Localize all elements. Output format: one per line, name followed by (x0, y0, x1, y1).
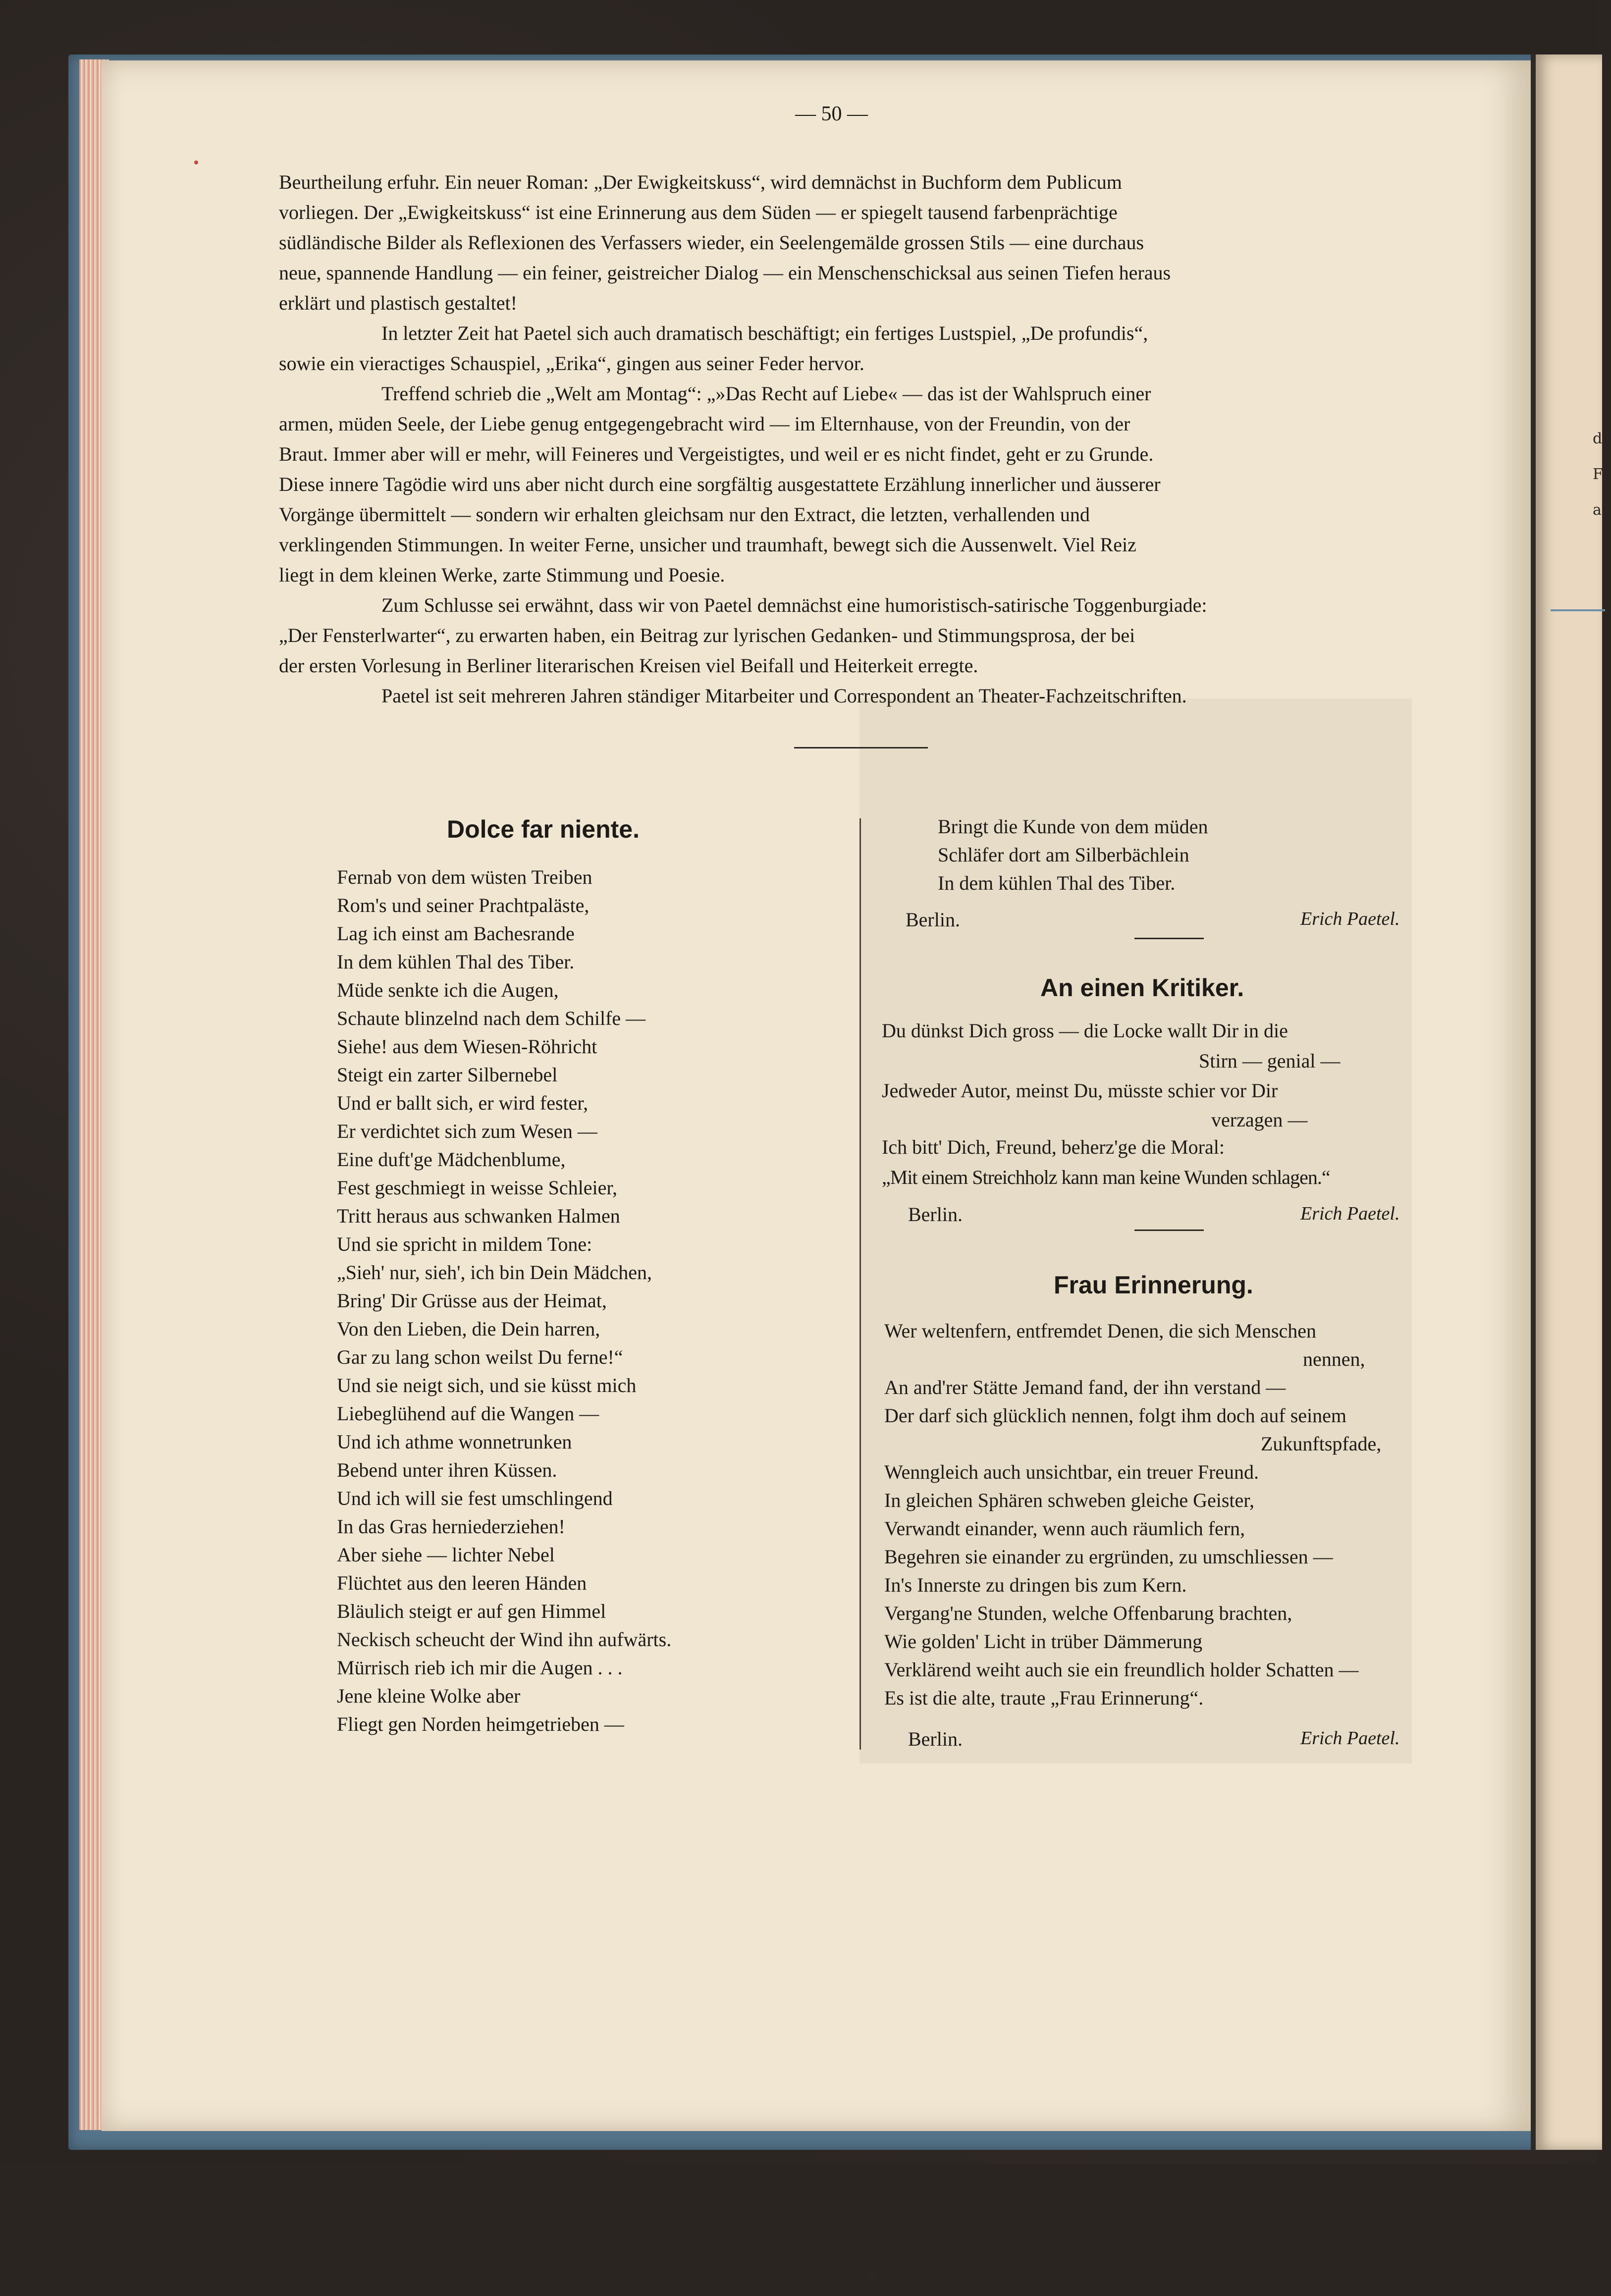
divider-rule (1134, 938, 1204, 939)
poem-line: Von den Lieben, die Dein harren, (337, 1318, 600, 1340)
prose-line: Beurtheilung erfuhr. Ein neuer Roman: „Der Ewigkeitskuss“, wird demnächst in Buchform dem Publicum (279, 171, 1122, 193)
prose-line: Paetel ist seit mehreren Jahren ständiger Mitarbeiter und Correspondent an Theater-Fachzeitschriften. (381, 685, 1187, 707)
poem-line: verzagen — (1211, 1109, 1308, 1131)
prose-line: erklärt und plastisch gestaltet! (279, 292, 517, 314)
poem-line: Und er ballt sich, er wird fester, (337, 1092, 589, 1114)
poem-line: An and'rer Stätte Jemand fand, der ihn verstand — (884, 1376, 1286, 1398)
poem-line: Er verdichtet sich zum Wesen — (337, 1120, 597, 1142)
poem-line: Flüchtet aus den leeren Händen (337, 1572, 587, 1594)
poem-line: Steigt ein zarter Silbernebel (337, 1064, 558, 1086)
prose-line: verklingenden Stimmungen. In weiter Ferne, unsicher und traumhaft, bewegt sich die Aussenwelt. Viel Reiz (279, 534, 1136, 556)
poem-line: Wie golden' Licht in trüber Dämmerung (884, 1630, 1203, 1653)
signature-place: Berlin. (908, 1203, 963, 1226)
poem-line: Tritt heraus aus schwanken Halmen (337, 1205, 620, 1227)
poem-line: Schaute blinzelnd nach dem Schilfe — (337, 1007, 646, 1029)
poem-line: Siehe! aus dem Wiesen-Röhricht (337, 1035, 597, 1058)
margin-fragment: di (1593, 430, 1607, 447)
poem-line: Lag ich einst am Bachesrande (337, 922, 575, 945)
poem-line: „Mit einem Streichholz kann man keine Wunden schlagen.“ (882, 1166, 1330, 1188)
poem-line: Bringt die Kunde von dem müden (938, 815, 1208, 838)
signature-author: Erich Paetel. (1300, 1203, 1400, 1224)
prose-line: der ersten Vorlesung in Berliner literarischen Kreisen viel Beifall und Heiterkeit erregte. (279, 654, 978, 677)
poem-line: Bring' Dir Grüsse aus der Heimat, (337, 1289, 607, 1312)
column-divider (859, 818, 861, 1750)
prose-line: In letzter Zeit hat Paetel sich auch dramatisch beschäftigt; ein fertiges Lustspiel, „De profundis“, (381, 322, 1148, 344)
poem-line: Aber siehe — lichter Nebel (337, 1544, 555, 1566)
poem-line: Vergang'ne Stunden, welche Offenbarung brachten, (884, 1602, 1292, 1624)
prose-line: „Der Fensterlwarter“, zu erwarten haben, ein Beitrag zur lyrischen Gedanken- und Stimmungsprosa, der bei (279, 624, 1135, 646)
poem-line: Jene kleine Wolke aber (337, 1685, 521, 1707)
poem-line: „Sieh' nur, sieh', ich bin Dein Mädchen, (337, 1261, 652, 1283)
poem-line: Verklärend weiht auch sie ein freundlich holder Schatten — (884, 1658, 1359, 1681)
poem-line: Fliegt gen Norden heimgetrieben — (337, 1713, 624, 1735)
poem-line: Stirn — genial — (1199, 1050, 1341, 1072)
poem-line: Wenngleich auch unsichtbar, ein treuer Freund. (884, 1461, 1259, 1483)
poem-line: Zukunftspfade, (1261, 1433, 1382, 1455)
page-number: — 50 — (795, 103, 868, 125)
prose-line: Zum Schlusse sei erwähnt, dass wir von Paetel demnächst eine humoristisch-satirische Toggenburgiade: (381, 594, 1207, 616)
prose-line: Diese innere Tagödie wird uns aber nicht durch eine sorgfältig ausgestattete Erzählung innerlicher und äusserer (279, 473, 1161, 495)
poem-line: Wer weltenfern, entfremdet Denen, die sich Menschen (884, 1320, 1316, 1342)
poem-line: In das Gras herniederziehen! (337, 1515, 565, 1538)
poem-line: Verwandt einander, wenn auch räumlich fern, (884, 1517, 1245, 1540)
poem-line: In dem kühlen Thal des Tiber. (938, 872, 1176, 894)
signature-place: Berlin. (906, 908, 960, 931)
poem-line: Schläfer dort am Silberbächlein (938, 844, 1189, 866)
poem-line: Du dünkst Dich gross — die Locke wallt Dir in die (882, 1019, 1288, 1042)
poem-line: Bläulich steigt er auf gen Himmel (337, 1600, 606, 1622)
poem-line: Fernab von dem wüsten Treiben (337, 866, 592, 888)
poem-line: Und sie neigt sich, und sie küsst mich (337, 1374, 637, 1396)
facing-page-strip (1531, 54, 1611, 2150)
ruled-line (1551, 609, 1605, 611)
ink-mark (194, 160, 198, 164)
prose-line: Vorgänge übermittelt — sondern wir erhalten gleichsam nur den Extract, die letzten, verhallenden und (279, 503, 1090, 526)
prose-line: neue, spannende Handlung — ein feiner, geistreicher Dialog — ein Menschenschicksal aus seinen Tiefen heraus (279, 262, 1171, 284)
prose-line: Braut. Immer aber will er mehr, will Feineres und Vergeistigtes, und weil er es nicht findet, geht er zu Grunde. (279, 443, 1154, 465)
poem-line: Ich bitt' Dich, Freund, beherz'ge die Moral: (882, 1136, 1225, 1158)
poem-line: Der darf sich glücklich nennen, folgt ihm doch auf seinem (884, 1404, 1347, 1427)
poem-line: In's Innerste zu dringen bis zum Kern. (884, 1574, 1187, 1596)
poem-line: Eine duft'ge Mädchenblume, (337, 1148, 566, 1171)
poem-line: In dem kühlen Thal des Tiber. (337, 951, 575, 973)
ornament-flourish-icon (738, 2256, 1006, 2296)
poem-line: Rom's und seiner Prachtpaläste, (337, 894, 590, 916)
divider-rule (1134, 1229, 1204, 1231)
poem-line: Es ist die alte, traute „Frau Erinnerung“. (884, 1687, 1204, 1709)
poem-title: Frau Erinnerung. (1054, 1271, 1253, 1299)
poem-line: Und sie spricht in mildem Tone: (337, 1233, 592, 1255)
margin-fragment: ar (1593, 501, 1609, 519)
poem-line: Und ich athme wonnetrunken (337, 1431, 572, 1453)
poem-line: Begehren sie einander zu ergründen, zu umschliessen — (884, 1546, 1333, 1568)
prose-line: liegt in dem kleinen Werke, zarte Stimmung und Poesie. (279, 564, 725, 586)
prose-line: Treffend schrieb die „Welt am Montag“: „»Das Recht auf Liebe« — das ist der Wahlspruch einer (381, 382, 1151, 405)
poem-line: Fest geschmiegt in weisse Schleier, (337, 1176, 618, 1199)
prose-line: sowie ein vieractiges Schauspiel, „Erika“, gingen aus seiner Feder hervor. (279, 352, 864, 374)
poem-line: Bebend unter ihren Küssen. (337, 1459, 557, 1481)
poem-line: Liebeglühend auf die Wangen — (337, 1402, 599, 1425)
prose-line: vorliegen. Der „Ewigkeitskuss“ ist eine Erinnerung aus dem Süden — er spiegelt tausend farbenprächtige (279, 201, 1118, 223)
poem-title: Dolce far niente. (447, 815, 640, 843)
poem-line: Neckisch scheucht der Wind ihn aufwärts. (337, 1628, 672, 1651)
signature-author: Erich Paetel. (1300, 908, 1400, 929)
signature-place: Berlin. (908, 1728, 963, 1750)
section-rule (794, 747, 928, 748)
poem-line: nennen, (1303, 1348, 1365, 1370)
signature-author: Erich Paetel. (1300, 1728, 1400, 1749)
poem-line: Müde senkte ich die Augen, (337, 979, 559, 1001)
margin-fragment: Fe (1593, 466, 1611, 483)
prose-line: südländische Bilder als Reflexionen des Verfassers wieder, ein Seelengemälde grossen Stils — eine durchaus (279, 231, 1144, 254)
poem-line: In gleichen Sphären schweben gleiche Geister, (884, 1489, 1254, 1511)
poem-line: Und ich will sie fest umschlingend (337, 1487, 613, 1509)
poem-title: An einen Kritiker. (1040, 974, 1244, 1002)
prose-line: armen, müden Seele, der Liebe genug entgegengebracht wird — im Elternhause, von der Freundin, von der (279, 413, 1130, 435)
poem-line: Mürrisch rieb ich mir die Augen . . . (337, 1656, 623, 1679)
poem-line: Jedweder Autor, meinst Du, müsste schier vor Dir (882, 1079, 1278, 1102)
poem-line: Gar zu lang schon weilst Du ferne!“ (337, 1346, 623, 1368)
